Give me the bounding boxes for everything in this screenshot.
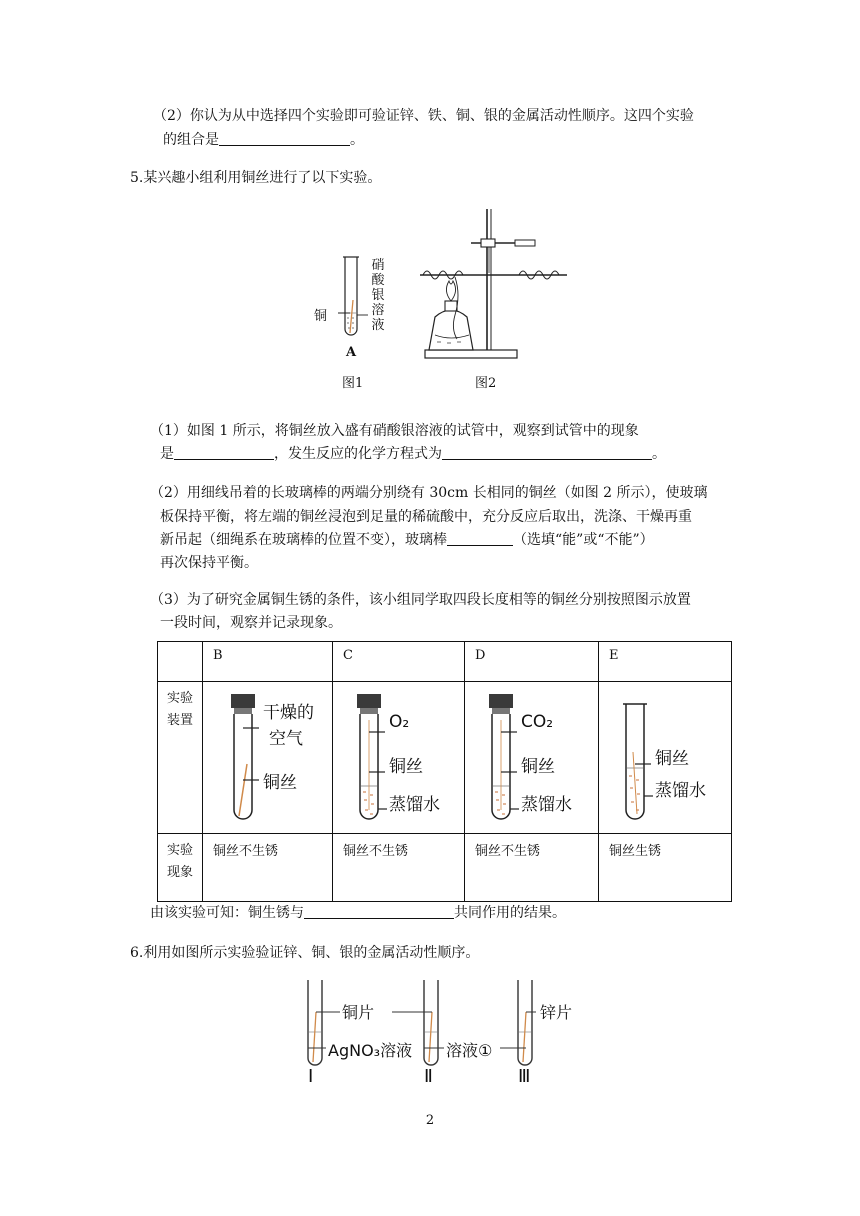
apparatus-cell-b: [203, 682, 333, 834]
q6-tube2-numeral: Ⅱ: [424, 1066, 433, 1087]
q5-part1-text-c: 。: [652, 446, 666, 462]
q5-part1-text-a: 是: [160, 446, 174, 462]
page-number: 2: [425, 1113, 435, 1128]
q5-conclusion-text-b: 共同作用的结果。: [454, 905, 566, 921]
q4-answer-blank[interactable]: [219, 131, 350, 146]
table-header-d: D: [465, 642, 599, 682]
q5-part1-line2: [160, 444, 666, 464]
q6-tube1-numeral: Ⅰ: [308, 1066, 314, 1087]
table-row-label-apparatus: 实验 装置: [158, 682, 203, 834]
apparatus-d-water-label: 蒸馏水: [521, 795, 572, 815]
apparatus-d-tube: [481, 692, 521, 832]
q4-part2-line1: （2）你认为从中选择四个实验即可验证锌、铁、铜、银的金属活动性顺序。这四个实验: [153, 108, 694, 124]
apparatus-e-tube: [615, 692, 655, 832]
apparatus-c-gas-label: O₂: [389, 712, 410, 732]
apparatus-b-gas-line1: 干燥的: [263, 703, 314, 723]
figure-2-caption: 图2: [475, 376, 497, 391]
rust-experiment-table: [157, 641, 732, 902]
apparatus-cell-c: [333, 682, 465, 834]
q5-title: 5.某兴趣小组利用铜丝进行了以下实验。: [130, 170, 382, 186]
table-header-c: C: [333, 642, 465, 682]
q5-part2-line4: 再次保持平衡。: [160, 555, 258, 571]
result-cell-d: 铜丝不生锈: [465, 834, 599, 902]
apparatus-cell-d: [465, 682, 599, 834]
q5-part2-line3: [160, 530, 654, 550]
q5-part1-line1: （1）如图 1 所示，将铜丝放入盛有硝酸银溶液的试管中，观察到试管中的现象: [150, 423, 639, 439]
apparatus-b-wire-label: 铜丝: [263, 773, 297, 793]
apparatus-cell-e: [599, 682, 732, 834]
q5-part2-text-b: （选填“能”或“不能”）: [513, 532, 654, 548]
q6-test-tubes-figure: [300, 976, 600, 1086]
apparatus-e-wire-label: 铜丝: [655, 749, 689, 769]
table-header-b: B: [203, 642, 333, 682]
apparatus-d-wire-label: 铜丝: [521, 757, 555, 777]
apparatus-c-tube: [349, 692, 389, 832]
table-header-e: E: [599, 642, 732, 682]
figure-1-caption: 图1: [342, 376, 364, 391]
apparatus-e-water-label: 蒸馏水: [655, 781, 706, 801]
figure-1-label-silver-nitrate: 硝 酸 银 溶 液: [371, 258, 385, 333]
q6-title: 6.利用如图所示实验验证锌、铜、银的金属活动性顺序。: [130, 945, 480, 961]
q5-conclusion-blank[interactable]: [304, 904, 454, 919]
q6-tube2-solution-label: 溶液①: [446, 1041, 493, 1060]
q5-balance-blank[interactable]: [447, 531, 513, 546]
figure-1-test-tube: [338, 255, 368, 345]
q4-part2-text: 的组合是: [163, 132, 219, 148]
q4-part2-line2: [163, 130, 364, 150]
q6-tube3-metal-label: 锌片: [540, 1003, 573, 1022]
result-cell-b: 铜丝不生锈: [203, 834, 333, 902]
apparatus-c-water-label: 蒸馏水: [389, 795, 440, 815]
apparatus-b-gas-line2: 空气: [269, 729, 303, 749]
figure-1-tube-label: A: [346, 345, 357, 360]
table-corner: [158, 642, 203, 682]
figure-1-label-copper: 铜: [314, 309, 328, 324]
apparatus-d-gas-label: CO₂: [521, 712, 554, 732]
figure-2-apparatus: [415, 205, 575, 365]
q5-part2-text-a: 新吊起（细绳系在玻璃棒的位置不变），玻璃棒: [160, 532, 447, 548]
q6-tube3-numeral: Ⅲ: [518, 1066, 531, 1087]
q5-part2-line2: 板保持平衡，将左端的铜丝浸泡到足量的稀硫酸中，充分反应后取出，洗涤、干燥再重: [160, 509, 692, 525]
q5-conclusion: [150, 903, 566, 923]
q6-tube1-solution-label: AgNO₃溶液: [328, 1041, 413, 1060]
q4-part2-end: 。: [350, 132, 364, 148]
q6-tube1-metal-label: 铜片: [342, 1003, 375, 1022]
q5-conclusion-text-a: 由该实验可知：铜生锈与: [150, 905, 304, 921]
q5-part2-line1: （2）用细线吊着的长玻璃棒的两端分别绕有 30cm 长相同的铜丝（如图 2 所示），使玻璃: [150, 485, 708, 501]
apparatus-b-tube: [223, 692, 263, 832]
q5-equation-blank[interactable]: [442, 445, 652, 460]
q5-part3-line1: （3）为了研究金属铜生锈的条件，该小组同学取四段长度相等的铜丝分别按照图示放置: [150, 592, 691, 608]
apparatus-c-wire-label: 铜丝: [389, 757, 423, 777]
q5-part1-text-b: ，发生反应的化学方程式为: [274, 446, 442, 462]
result-cell-c: 铜丝不生锈: [333, 834, 465, 902]
q5-part3-line2: 一段时间，观察并记录现象。: [160, 615, 342, 631]
table-row-label-phenomenon: 实验 现象: [158, 834, 203, 902]
result-cell-e: 铜丝生锈: [599, 834, 732, 902]
q5-phenomenon-blank[interactable]: [174, 445, 274, 460]
